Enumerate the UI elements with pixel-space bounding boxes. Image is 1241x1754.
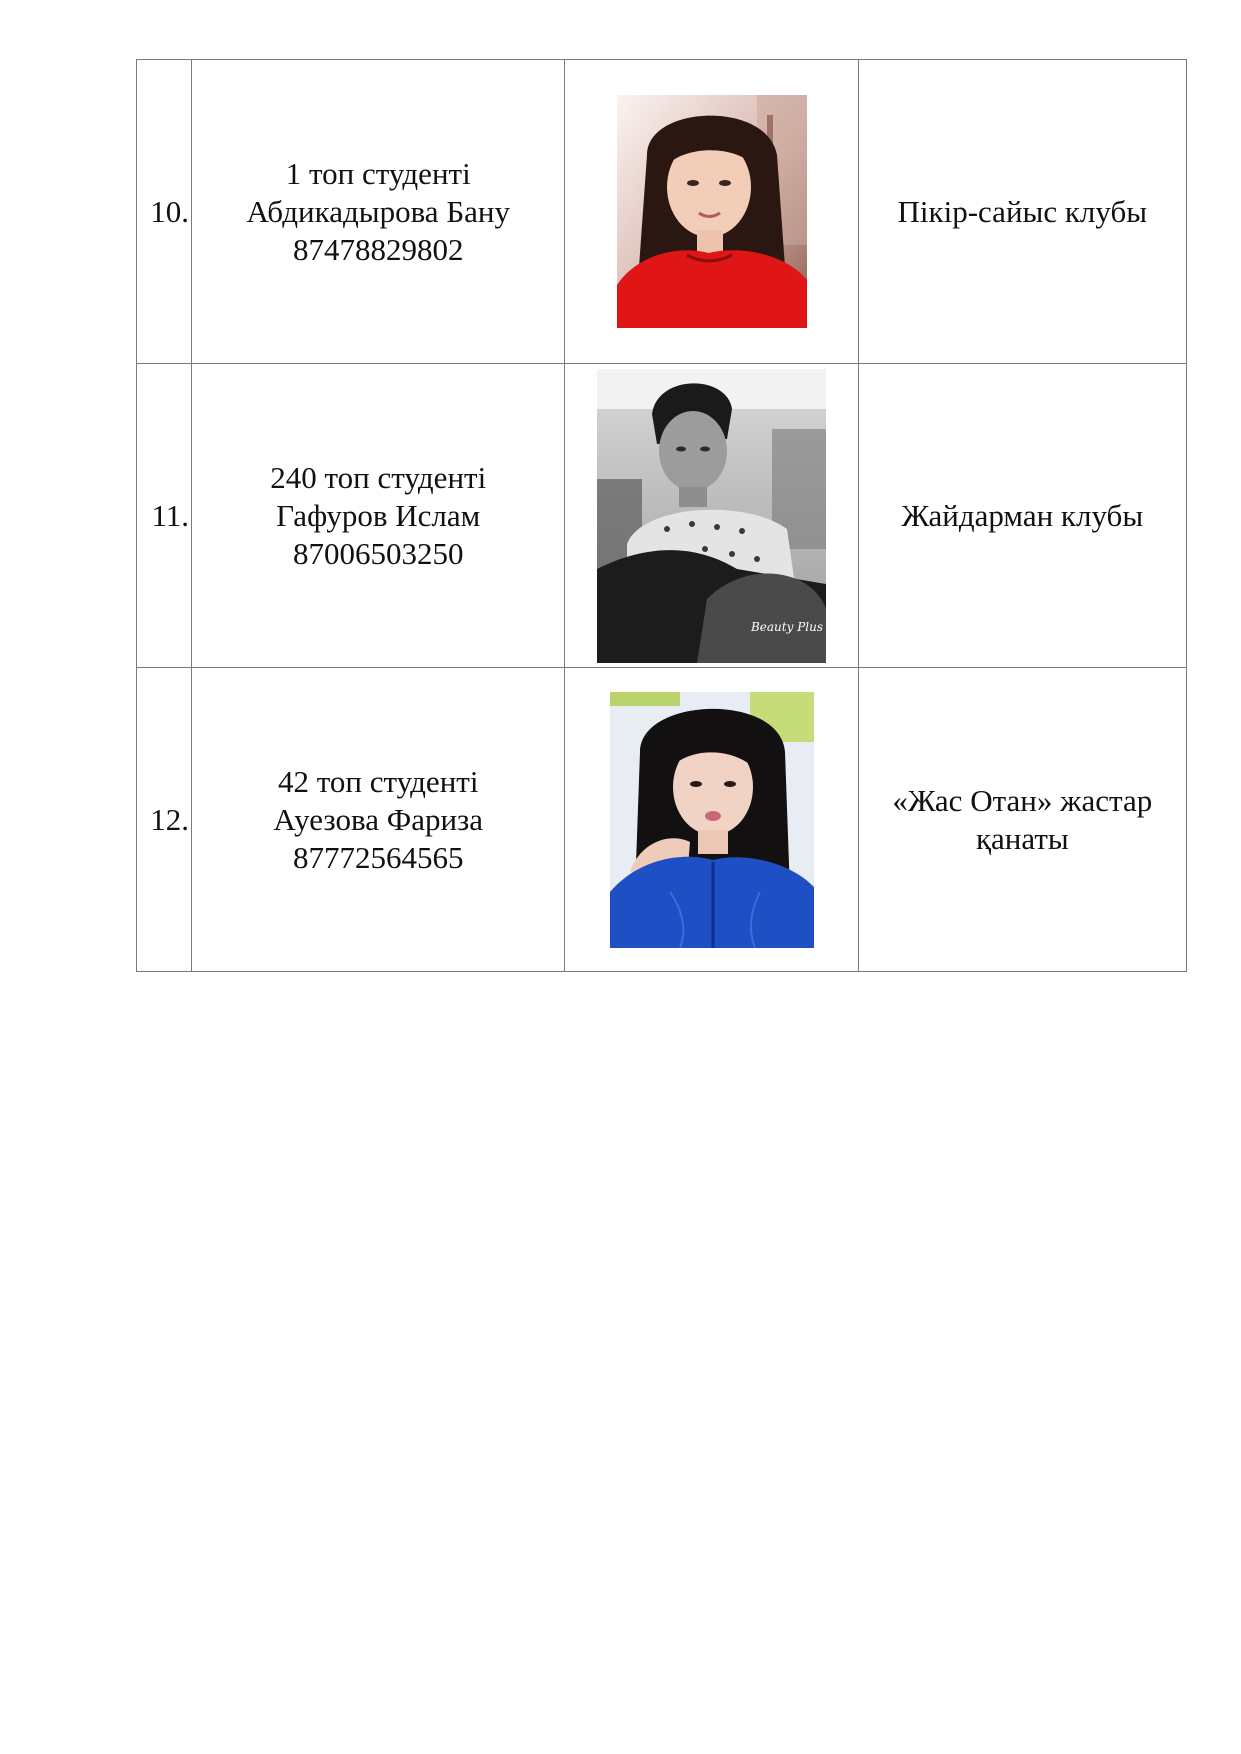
student-group: 240 топ студенті bbox=[270, 459, 487, 495]
row-number: 10. bbox=[137, 60, 192, 364]
student-portrait-photo bbox=[597, 369, 826, 663]
table-row bbox=[137, 364, 1187, 668]
photo-watermark: Beauty Plus bbox=[751, 619, 824, 634]
table-row bbox=[137, 60, 1187, 364]
student-portrait-photo bbox=[610, 692, 814, 948]
student-phone: 87478829802 bbox=[292, 231, 464, 267]
student-name: Ауезова Фариза bbox=[273, 801, 484, 837]
student-group: 42 топ студенті bbox=[277, 763, 479, 799]
photo-cell bbox=[565, 60, 858, 364]
club-name: «Жас Отан» жастар қанаты bbox=[892, 782, 1153, 856]
row-number: 12. bbox=[137, 668, 192, 972]
table-row bbox=[137, 668, 1187, 972]
student-name: Гафуров Ислам bbox=[276, 497, 481, 533]
club-name: Жайдарман клубы bbox=[901, 497, 1144, 533]
student-info-cell bbox=[192, 364, 565, 668]
student-phone: 87772564565 bbox=[292, 839, 464, 875]
photo-cell bbox=[565, 668, 858, 972]
student-name: Абдикадырова Бану bbox=[246, 193, 510, 229]
student-group: 1 топ студенті bbox=[285, 155, 471, 191]
club-name: Пікір-сайыс клубы bbox=[897, 193, 1148, 229]
student-info-cell bbox=[192, 60, 565, 364]
student-phone: 87006503250 bbox=[292, 535, 464, 571]
club-cell bbox=[858, 668, 1186, 972]
student-club-table bbox=[136, 59, 1187, 972]
club-cell bbox=[858, 364, 1186, 668]
photo-cell bbox=[565, 364, 858, 668]
student-info-cell bbox=[192, 668, 565, 972]
row-number: 11. bbox=[137, 364, 192, 668]
student-portrait-photo bbox=[617, 95, 807, 328]
club-cell bbox=[858, 60, 1186, 364]
